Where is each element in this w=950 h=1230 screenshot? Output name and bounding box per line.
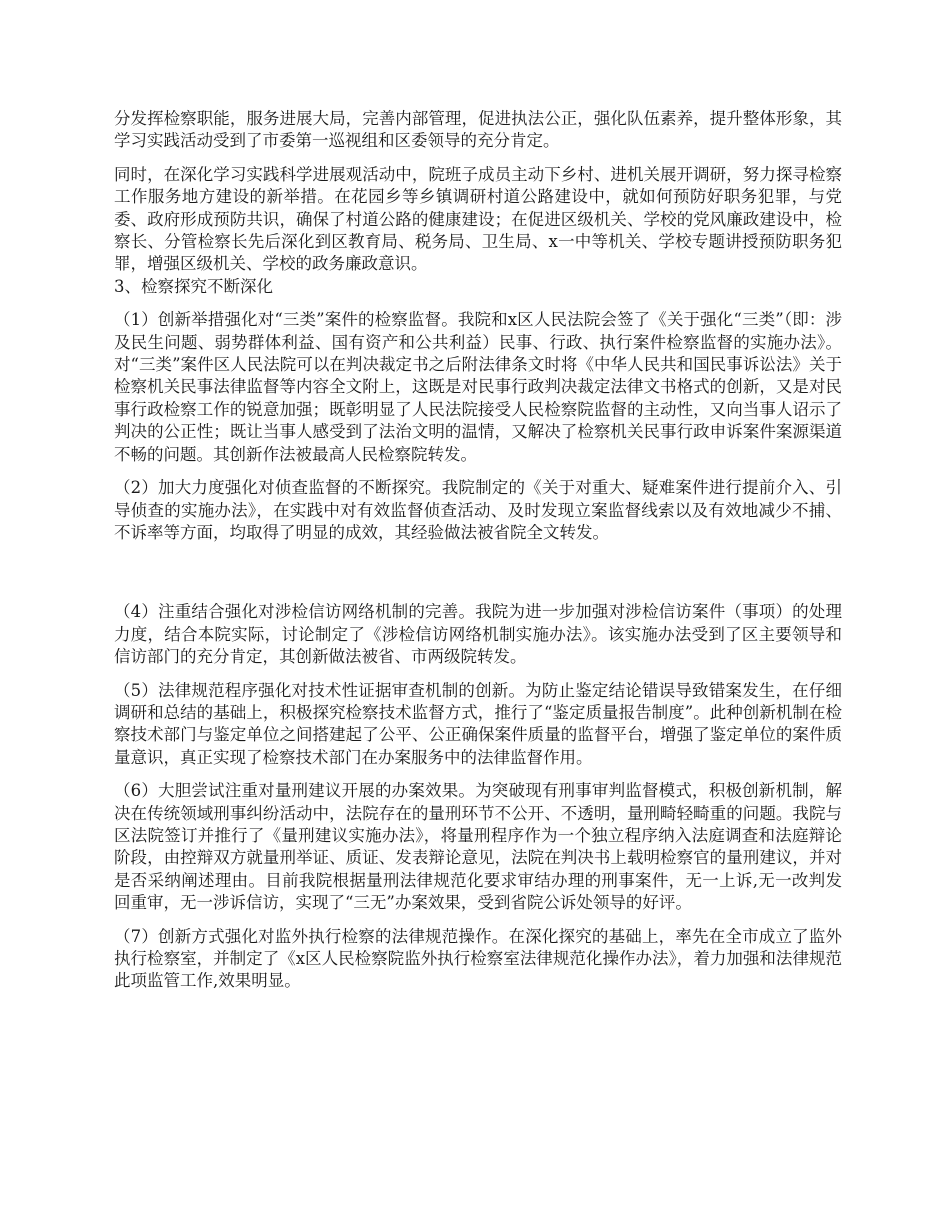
section-heading-3: 3、检察探究不断深化 — [114, 276, 273, 296]
paragraph-item-5: （5）法律规范程序强化对技术性证据审查机制的创新。为防止鉴定结论错误导致错案发生，在仔细调研和总结的基础上，积极探究检察技术监督方式，推行了“鉴定质量报告制度”。此种创新机制在检察技术部门与鉴定单位之间搭建起了公平、公正确保案件质量的监督平台，增强了鉴定单位的案件质量意识，真正实现了检察技术部门在办案服务中的法律监督作用。 — [114, 680, 842, 767]
paragraph-intro-continued: 分发挥检察职能，服务进展大局，完善内部管理，促进执法公正，强化队伍素养，提升整体形象，其学习实践活动受到了市委第一巡视组和区委领导的充分肯定。 — [114, 109, 842, 151]
paragraph-item-2: （2）加大力度强化对侦查监督的不断探究。我院制定的《关于对重大、疑难案件进行提前介入、引导侦查的实施办法》，在实践中对有效监督侦查活动、及时发现立案监督线索以及有效地减少不捕、不诉率等方面，均取得了明显的成效，其经验做法被省院全文转发。 — [114, 478, 842, 542]
blank-gap — [114, 555, 842, 601]
paragraph-item-4: （4）注重结合强化对涉检信访网络机制的完善。我院为进一步加强对涉检信访案件（事项）的处理力度，结合本院实际，讨论制定了《涉检信访网络机制实施办法》。该实施办法受到了区主要领导和信访部门的充分肯定，其创新做法被省、市两级院转发。 — [114, 602, 842, 667]
paragraph-item-1: （1）创新举措强化对“三类”案件的检察监督。我院和x区人民法院会签了《关于强化“三类”（即：涉及民生问题、弱势群体利益、国有资产和公共利益）民事、行政、执行案件检察监督的实施办法》。对“三类”案件区人民法院可以在判决裁定书之后附法律条文时将《中华人民共和国民事诉讼法》关于检察机关民事法律监督等内容全文附上，这既是对民事行政判决裁定法律文书格式的创新，又是对民事行政检察工作的锐意加强；既彰明显了人民法院接受人民检察院监督的主动性，又向当事人诏示了判决的公正性；既让当事人感受到了法治文明的温情，又解决了检察机关民事行政申诉案件案源渠道不畅的问题。其创新作法被最高人民检察院转发。 — [114, 310, 842, 464]
paragraph-research-activities: 同时，在深化学习实践科学进展观活动中，院班子成员主动下乡村、进机关展开调研，努力探寻检察工作服务地方建设的新举措。在花园乡等乡镇调研村道公路建设中，就如何预防好职务犯罪，与党委、政府形成预防共识，确保了村道公路的健康建设；在促进区级机关、学校的党风廉政建设中，检察长、分管检察长先后深化到区教育局、税务局、卫生局、x一中等机关、学校专题讲授预防职务犯罪，增强区级机关、学校的政务廉政意识。 — [114, 164, 842, 274]
document-body — [114, 108, 842, 1004]
paragraph-item-6: （6）大胆尝试注重对量刑建议开展的办案效果。为突破现有刑事审判监督模式，积极创新机制，解决在传统领域刑事纠纷活动中，法院存在的量刑环节不公开、不透明，量刑畸轻畸重的问题。我院与区法院签订并推行了《量刑建议实施办法》，将量刑程序作为一个独立程序纳入法庭调查和法庭辩论阶段，由控辩双方就量刑举证、质证、发表辩论意见，法院在判决书上载明检察官的量刑建议，并对是否采纳阐述理由。目前我院根据量刑法律规范化要求审结办理的刑事案件，无一上诉,无一改判发回重审，无一涉诉信访，实现了“三无”办案效果，受到省院公诉处领导的好评。 — [114, 781, 842, 913]
paragraph-item-7: （7）创新方式强化对监外执行检察的法律规范操作。在深化探究的基础上，率先在全市成立了监外执行检察室，并制定了《x区人民检察院监外执行检察室法律规范化操作办法》，着力加强和法律规范此项监管工作,效果明显。 — [114, 926, 842, 991]
